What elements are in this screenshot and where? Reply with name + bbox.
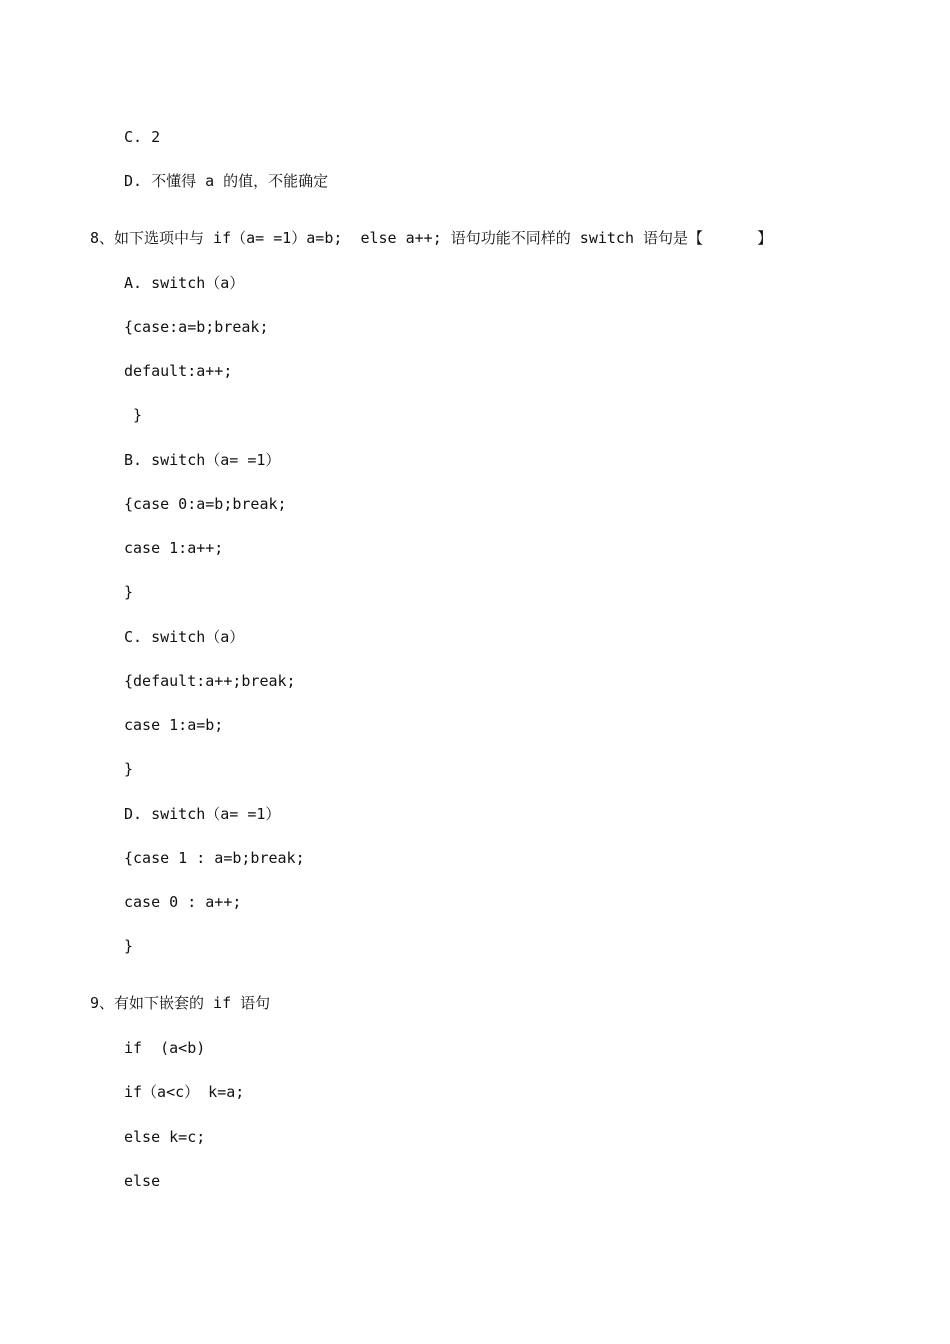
option-c-prev: C. 2	[124, 128, 161, 146]
q8-option-a-code-line: }	[124, 406, 143, 424]
option-d-prev: D. 不懂得 a 的值，不能确定	[124, 172, 329, 190]
q8-option-b-code-line: case 1:a++;	[124, 539, 224, 557]
q8-option-b-heading: B. switch（a= =1）	[124, 451, 281, 469]
q8-option-a-heading: A. switch（a）	[124, 274, 245, 292]
q8-option-b-code-line: }	[124, 583, 134, 601]
question-8-stem: 8、如下选项中与 if（a= =1）a=b; else a++; 语句功能不同样的 switch 语句是【 】	[90, 229, 773, 247]
q8-option-d-code-line: {case 1 : a=b;break;	[124, 849, 305, 867]
q9-code-line: if (a<b)	[124, 1039, 206, 1057]
q8-option-a-code-line: default:a++;	[124, 362, 233, 380]
q8-option-b-code-line: {case 0:a=b;break;	[124, 495, 287, 513]
q9-code-line: else k=c;	[124, 1128, 206, 1146]
q8-option-d-code-line: case 0 : a++;	[124, 893, 242, 911]
q8-option-c-code-line: case 1:a=b;	[124, 716, 224, 734]
q9-code-line: if（a<c） k=a;	[124, 1083, 245, 1101]
q8-option-d-heading: D. switch（a= =1）	[124, 805, 281, 823]
q8-option-c-heading: C. switch（a）	[124, 628, 245, 646]
q8-option-a-code-line: {case:a=b;break;	[124, 318, 269, 336]
q9-code-line: else	[124, 1172, 161, 1190]
q8-option-c-code-line: }	[124, 760, 134, 778]
question-9-stem: 9、有如下嵌套的 if 语句	[90, 994, 271, 1012]
q8-option-c-code-line: {default:a++;break;	[124, 672, 296, 690]
q8-option-d-code-line: }	[124, 937, 134, 955]
